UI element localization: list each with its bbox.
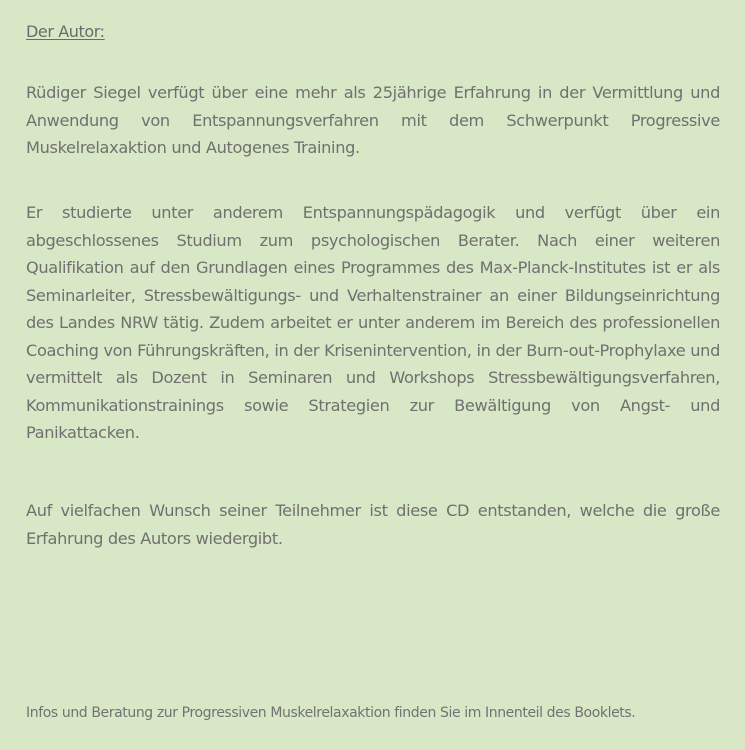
paragraph-experience: Rüdiger Siegel verfügt über eine mehr als 25jährige Erfahrung in der Vermittlung und Anwendung von Entspannungsverfahren mit dem Schwerpunkt Progressive Muskelrelaxaktion und Autogenes Training.	[26, 83, 720, 157]
footer-note: Infos und Beratung zur Progressiven Muskelrelaxaktion finden Sie im Innenteil des Booklets.	[26, 705, 636, 721]
paragraph-education: Er studierte unter anderem Entspannungspädagogik und verfügt über ein abgeschlossenes Studium zum psychologischen Berater. Nach einer weiteren Qualifikation auf den Grundlagen eines Programmes des Max-Planck-Institutes ist er als Seminarleiter, Stressbewältigungs- und Verhaltenstrainer an einer Bildungseinrichtung des Landes NRW tätig. Zudem arbeitet er unter anderem im Bereich des professionellen Coaching von Führungskräften, in der Krisenintervention, in der Burn-out-Prophylaxe und vermittelt als Dozent in Seminaren und Workshops Stressbewältigungsverfahren, Kommunikationstrainings sowie Strategien zur Bewältigung von Angst- und Panikattacken.	[26, 203, 720, 442]
author-heading: Der Autor:	[26, 22, 105, 41]
paragraph-cd-origin: Auf vielfachen Wunsch seiner Teilnehmer ist diese CD entstanden, welche die große Erfahrung des Autors wiedergibt.	[26, 501, 720, 548]
